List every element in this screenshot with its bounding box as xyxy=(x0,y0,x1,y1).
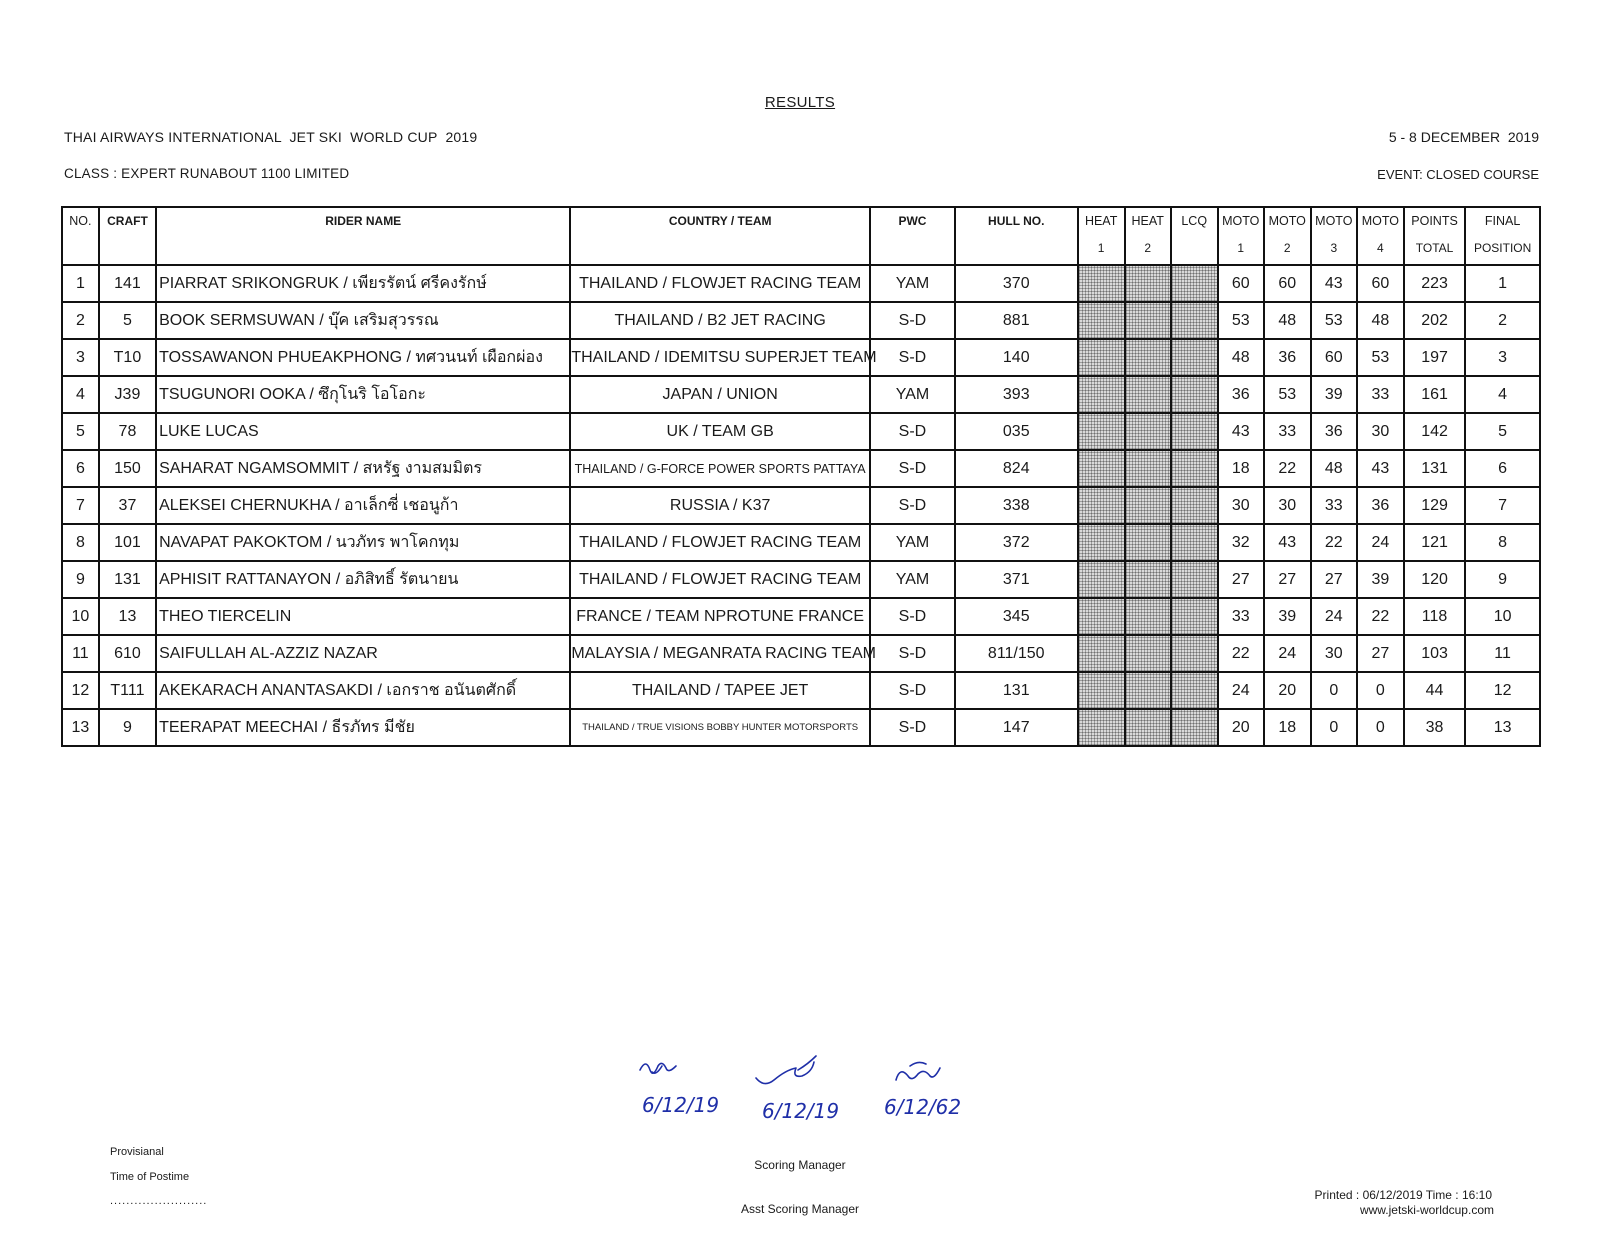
cell-moto-4: 39 xyxy=(1357,561,1404,598)
cell-lcq xyxy=(1171,598,1218,635)
cell-moto-4: 0 xyxy=(1357,672,1404,709)
cell-hull-no: 372 xyxy=(955,524,1078,561)
cell-pwc: S-D xyxy=(870,709,955,746)
cell-hull-no: 147 xyxy=(955,709,1078,746)
cell-moto-3: 24 xyxy=(1311,598,1357,635)
cell-points-total: 131 xyxy=(1404,450,1465,487)
cell-moto-2: 43 xyxy=(1264,524,1311,561)
cell-pwc: YAM xyxy=(870,524,955,561)
cell-moto-1: 22 xyxy=(1218,635,1264,672)
cell-heat-1 xyxy=(1078,302,1125,339)
cell-final-position: 1 xyxy=(1465,265,1540,302)
cell-hull-no: 371 xyxy=(955,561,1078,598)
cell-craft: 150 xyxy=(99,450,156,487)
cell-points-total: 142 xyxy=(1404,413,1465,450)
cell-no: 13 xyxy=(62,709,99,746)
signatures xyxy=(642,1060,980,1130)
col-header-moto-1: MOTO 1 xyxy=(1218,207,1264,265)
website-url: www.jetski-worldcup.com xyxy=(1359,1203,1494,1217)
cell-points-total: 121 xyxy=(1404,524,1465,561)
cell-moto-4: 48 xyxy=(1357,302,1404,339)
cell-rider-name: LUKE LUCAS xyxy=(156,413,570,450)
cell-hull-no: 811/150 xyxy=(955,635,1078,672)
cell-moto-4: 60 xyxy=(1357,265,1404,302)
cell-hull-no: 338 xyxy=(955,487,1078,524)
table-row xyxy=(62,487,1540,524)
cell-no: 7 xyxy=(62,487,99,524)
cell-moto-2: 18 xyxy=(1264,709,1311,746)
event-type: EVENT: CLOSED COURSE xyxy=(1377,167,1539,182)
signature-1 xyxy=(640,1063,676,1073)
col-header-moto-4: MOTO 4 xyxy=(1357,207,1404,265)
cell-country-team: THAILAND / TAPEE JET xyxy=(570,672,870,709)
cell-country-team: THAILAND / TRUE VISIONS BOBBY HUNTER MOTORSPORTS xyxy=(570,709,870,746)
cell-heat-1 xyxy=(1078,598,1125,635)
postime-blank: ........................ xyxy=(110,1195,208,1207)
table-row xyxy=(62,413,1540,450)
cell-craft: 141 xyxy=(99,265,156,302)
col-header-moto-3: MOTO 3 xyxy=(1311,207,1357,265)
cell-rider-name: AKEKARACH ANANTASAKDI / เอกราช อนันตศักดิ์ xyxy=(156,672,570,709)
cell-moto-4: 0 xyxy=(1357,709,1404,746)
cell-lcq xyxy=(1171,302,1218,339)
cell-country-team: THAILAND / IDEMITSU SUPERJET TEAM xyxy=(570,339,870,376)
event-name: THAI AIRWAYS INTERNATIONAL JET SKI WORLD CUP 2019 xyxy=(64,129,478,145)
col-header-no: NO. xyxy=(62,207,99,265)
table-row xyxy=(62,598,1540,635)
cell-hull-no: 131 xyxy=(955,672,1078,709)
cell-pwc: S-D xyxy=(870,672,955,709)
printed-timestamp: Printed : 06/12/2019 Time : 16:10 xyxy=(1314,1188,1492,1202)
time-of-postime-label: Time of Postime xyxy=(110,1171,190,1183)
cell-moto-4: 27 xyxy=(1357,635,1404,672)
cell-craft: J39 xyxy=(99,376,156,413)
col-header-lcq: LCQ xyxy=(1171,207,1218,265)
signature-2 xyxy=(756,1056,816,1084)
cell-no: 12 xyxy=(62,672,99,709)
table-row xyxy=(62,450,1540,487)
cell-pwc: S-D xyxy=(870,450,955,487)
cell-moto-2: 53 xyxy=(1264,376,1311,413)
cell-heat-1 xyxy=(1078,709,1125,746)
col-header-heat-1: HEAT 1 xyxy=(1078,207,1125,265)
cell-heat-2 xyxy=(1125,672,1171,709)
col-header-heat-2: HEAT 2 xyxy=(1125,207,1171,265)
cell-moto-2: 27 xyxy=(1264,561,1311,598)
cell-no: 8 xyxy=(62,524,99,561)
cell-hull-no: 345 xyxy=(955,598,1078,635)
cell-final-position: 12 xyxy=(1465,672,1540,709)
cell-heat-1 xyxy=(1078,339,1125,376)
cell-moto-1: 32 xyxy=(1218,524,1264,561)
cell-moto-2: 39 xyxy=(1264,598,1311,635)
cell-moto-3: 39 xyxy=(1311,376,1357,413)
table-row xyxy=(62,709,1540,746)
cell-lcq xyxy=(1171,265,1218,302)
cell-pwc: S-D xyxy=(870,302,955,339)
cell-heat-1 xyxy=(1078,487,1125,524)
col-header-final-position: FINAL POSITION xyxy=(1465,207,1540,265)
cell-final-position: 10 xyxy=(1465,598,1540,635)
cell-points-total: 44 xyxy=(1404,672,1465,709)
cell-moto-3: 48 xyxy=(1311,450,1357,487)
cell-heat-2 xyxy=(1125,524,1171,561)
cell-moto-4: 24 xyxy=(1357,524,1404,561)
cell-rider-name: TSUGUNORI OOKA / ซึกุโนริ โอโอกะ xyxy=(156,376,570,413)
cell-heat-2 xyxy=(1125,265,1171,302)
cell-country-team: THAILAND / B2 JET RACING xyxy=(570,302,870,339)
cell-moto-2: 33 xyxy=(1264,413,1311,450)
cell-no: 3 xyxy=(62,339,99,376)
table-row xyxy=(62,302,1540,339)
cell-moto-3: 30 xyxy=(1311,635,1357,672)
cell-moto-1: 53 xyxy=(1218,302,1264,339)
cell-craft: 5 xyxy=(99,302,156,339)
cell-moto-2: 20 xyxy=(1264,672,1311,709)
cell-moto-3: 60 xyxy=(1311,339,1357,376)
col-header-pwc: PWC xyxy=(870,207,955,265)
cell-lcq xyxy=(1171,376,1218,413)
cell-rider-name: TOSSAWANON PHUEAKPHONG / ทศวนนท์ เผือกผ่อง xyxy=(156,339,570,376)
table-row xyxy=(62,635,1540,672)
cell-final-position: 13 xyxy=(1465,709,1540,746)
cell-craft: 9 xyxy=(99,709,156,746)
cell-moto-3: 0 xyxy=(1311,709,1357,746)
cell-final-position: 9 xyxy=(1465,561,1540,598)
signature-3-date: 6/12/62 xyxy=(884,1095,962,1119)
cell-lcq xyxy=(1171,413,1218,450)
cell-no: 10 xyxy=(62,598,99,635)
cell-rider-name: PIARRAT SRIKONGRUK / เพียรรัตน์ ศรีคงรักษ์ xyxy=(156,265,570,302)
cell-moto-1: 43 xyxy=(1218,413,1264,450)
cell-pwc: S-D xyxy=(870,339,955,376)
table-row xyxy=(62,672,1540,709)
event-dates: 5 - 8 DECEMBER 2019 xyxy=(1388,129,1539,145)
table-row xyxy=(62,376,1540,413)
cell-craft: 131 xyxy=(99,561,156,598)
cell-heat-1 xyxy=(1078,672,1125,709)
cell-hull-no: 824 xyxy=(955,450,1078,487)
cell-hull-no: 035 xyxy=(955,413,1078,450)
cell-no: 11 xyxy=(62,635,99,672)
cell-moto-3: 22 xyxy=(1311,524,1357,561)
col-header-rider-name: RIDER NAME xyxy=(156,207,570,265)
cell-moto-1: 48 xyxy=(1218,339,1264,376)
table-row xyxy=(62,339,1540,376)
cell-moto-2: 36 xyxy=(1264,339,1311,376)
cell-final-position: 6 xyxy=(1465,450,1540,487)
cell-moto-2: 22 xyxy=(1264,450,1311,487)
cell-moto-3: 53 xyxy=(1311,302,1357,339)
cell-moto-3: 43 xyxy=(1311,265,1357,302)
class-name: CLASS : EXPERT RUNABOUT 1100 LIMITED xyxy=(64,166,350,181)
cell-heat-2 xyxy=(1125,598,1171,635)
cell-no: 9 xyxy=(62,561,99,598)
cell-rider-name: BOOK SERMSUWAN / บุ๊ค เสริมสุวรรณ xyxy=(156,302,570,339)
cell-final-position: 11 xyxy=(1465,635,1540,672)
cell-heat-1 xyxy=(1078,635,1125,672)
cell-country-team: JAPAN / UNION xyxy=(570,376,870,413)
table-row xyxy=(62,524,1540,561)
cell-pwc: S-D xyxy=(870,413,955,450)
cell-moto-3: 27 xyxy=(1311,561,1357,598)
col-header-hull-no: HULL NO. xyxy=(955,207,1078,265)
cell-pwc: YAM xyxy=(870,265,955,302)
cell-lcq xyxy=(1171,487,1218,524)
cell-lcq xyxy=(1171,709,1218,746)
cell-heat-2 xyxy=(1125,413,1171,450)
cell-country-team: FRANCE / TEAM NPROTUNE FRANCE xyxy=(570,598,870,635)
cell-moto-4: 43 xyxy=(1357,450,1404,487)
cell-hull-no: 370 xyxy=(955,265,1078,302)
cell-lcq xyxy=(1171,524,1218,561)
cell-rider-name: THEO TIERCELIN xyxy=(156,598,570,635)
cell-heat-2 xyxy=(1125,561,1171,598)
cell-moto-4: 33 xyxy=(1357,376,1404,413)
col-header-moto-2: MOTO 2 xyxy=(1264,207,1311,265)
cell-moto-2: 24 xyxy=(1264,635,1311,672)
cell-lcq xyxy=(1171,339,1218,376)
cell-hull-no: 393 xyxy=(955,376,1078,413)
cell-moto-1: 18 xyxy=(1218,450,1264,487)
cell-points-total: 161 xyxy=(1404,376,1465,413)
cell-craft: 13 xyxy=(99,598,156,635)
cell-points-total: 223 xyxy=(1404,265,1465,302)
cell-country-team: UK / TEAM GB xyxy=(570,413,870,450)
cell-pwc: S-D xyxy=(870,598,955,635)
cell-rider-name: SAIFULLAH AL-AZZIZ NAZAR xyxy=(156,635,570,672)
cell-lcq xyxy=(1171,561,1218,598)
cell-heat-2 xyxy=(1125,635,1171,672)
table-row xyxy=(62,561,1540,598)
cell-no: 6 xyxy=(62,450,99,487)
provisional-label: Provisianal xyxy=(110,1146,164,1158)
cell-pwc: S-D xyxy=(870,635,955,672)
cell-lcq xyxy=(1171,450,1218,487)
col-header-points-total: POINTS TOTAL xyxy=(1404,207,1465,265)
cell-no: 5 xyxy=(62,413,99,450)
cell-lcq xyxy=(1171,672,1218,709)
cell-heat-2 xyxy=(1125,302,1171,339)
cell-final-position: 8 xyxy=(1465,524,1540,561)
table-row xyxy=(62,265,1540,302)
cell-moto-4: 30 xyxy=(1357,413,1404,450)
cell-moto-4: 22 xyxy=(1357,598,1404,635)
cell-pwc: YAM xyxy=(870,561,955,598)
cell-rider-name: SAHARAT NGAMSOMMIT / สหรัฐ งามสมมิตร xyxy=(156,450,570,487)
cell-rider-name: ALEKSEI CHERNUKHA / อาเล็กซี่ เชอนูก้า xyxy=(156,487,570,524)
cell-final-position: 7 xyxy=(1465,487,1540,524)
cell-points-total: 197 xyxy=(1404,339,1465,376)
cell-rider-name: NAVAPAT PAKOKTOM / นวภัทร พาโคกทุม xyxy=(156,524,570,561)
cell-final-position: 3 xyxy=(1465,339,1540,376)
cell-moto-1: 33 xyxy=(1218,598,1264,635)
cell-final-position: 5 xyxy=(1465,413,1540,450)
cell-rider-name: TEERAPAT MEECHAI / ธีรภัทร มีชัย xyxy=(156,709,570,746)
cell-country-team: THAILAND / FLOWJET RACING TEAM xyxy=(570,524,870,561)
scoring-manager-label: Scoring Manager xyxy=(754,1158,846,1172)
cell-moto-4: 53 xyxy=(1357,339,1404,376)
cell-lcq xyxy=(1171,635,1218,672)
cell-country-team: THAILAND / FLOWJET RACING TEAM xyxy=(570,265,870,302)
cell-final-position: 4 xyxy=(1465,376,1540,413)
cell-heat-2 xyxy=(1125,709,1171,746)
page-title: RESULTS xyxy=(764,94,836,111)
cell-heat-1 xyxy=(1078,413,1125,450)
cell-hull-no: 881 xyxy=(955,302,1078,339)
cell-moto-2: 60 xyxy=(1264,265,1311,302)
cell-moto-3: 33 xyxy=(1311,487,1357,524)
cell-craft: 610 xyxy=(99,635,156,672)
signature-1-date: 6/12/19 xyxy=(642,1093,720,1117)
cell-moto-3: 0 xyxy=(1311,672,1357,709)
cell-heat-1 xyxy=(1078,524,1125,561)
cell-rider-name: APHISIT RATTANAYON / อภิสิทธิ์ รัตนายน xyxy=(156,561,570,598)
cell-moto-1: 30 xyxy=(1218,487,1264,524)
cell-heat-1 xyxy=(1078,561,1125,598)
table-header-row xyxy=(62,207,1540,265)
cell-craft: 78 xyxy=(99,413,156,450)
cell-points-total: 129 xyxy=(1404,487,1465,524)
cell-moto-1: 60 xyxy=(1218,265,1264,302)
cell-moto-1: 36 xyxy=(1218,376,1264,413)
cell-heat-1 xyxy=(1078,376,1125,413)
cell-country-team: MALAYSIA / MEGANRATA RACING TEAM xyxy=(570,635,870,672)
cell-points-total: 202 xyxy=(1404,302,1465,339)
cell-no: 1 xyxy=(62,265,99,302)
cell-moto-1: 20 xyxy=(1218,709,1264,746)
cell-country-team: THAILAND / FLOWJET RACING TEAM xyxy=(570,561,870,598)
asst-scoring-manager-label: Asst Scoring Manager xyxy=(740,1202,860,1216)
cell-heat-1 xyxy=(1078,450,1125,487)
cell-points-total: 120 xyxy=(1404,561,1465,598)
cell-moto-3: 36 xyxy=(1311,413,1357,450)
cell-moto-2: 48 xyxy=(1264,302,1311,339)
cell-hull-no: 140 xyxy=(955,339,1078,376)
signature-3 xyxy=(896,1062,940,1080)
cell-craft: T111 xyxy=(99,672,156,709)
cell-points-total: 118 xyxy=(1404,598,1465,635)
cell-final-position: 2 xyxy=(1465,302,1540,339)
cell-moto-1: 27 xyxy=(1218,561,1264,598)
cell-moto-4: 36 xyxy=(1357,487,1404,524)
cell-country-team: RUSSIA / K37 xyxy=(570,487,870,524)
cell-no: 2 xyxy=(62,302,99,339)
col-header-craft: CRAFT xyxy=(99,207,156,265)
results-table xyxy=(61,206,1541,747)
results-body xyxy=(62,265,1540,746)
cell-points-total: 103 xyxy=(1404,635,1465,672)
cell-craft: 37 xyxy=(99,487,156,524)
cell-craft: 101 xyxy=(99,524,156,561)
cell-moto-2: 30 xyxy=(1264,487,1311,524)
cell-points-total: 38 xyxy=(1404,709,1465,746)
cell-moto-1: 24 xyxy=(1218,672,1264,709)
cell-heat-2 xyxy=(1125,376,1171,413)
cell-pwc: YAM xyxy=(870,376,955,413)
cell-heat-2 xyxy=(1125,487,1171,524)
cell-heat-2 xyxy=(1125,450,1171,487)
cell-country-team: THAILAND / G-FORCE POWER SPORTS PATTAYA xyxy=(570,450,870,487)
cell-heat-1 xyxy=(1078,265,1125,302)
cell-pwc: S-D xyxy=(870,487,955,524)
col-header-country-team: COUNTRY / TEAM xyxy=(570,207,870,265)
cell-craft: T10 xyxy=(99,339,156,376)
cell-no: 4 xyxy=(62,376,99,413)
signature-2-date: 6/12/19 xyxy=(762,1099,840,1123)
cell-heat-2 xyxy=(1125,339,1171,376)
